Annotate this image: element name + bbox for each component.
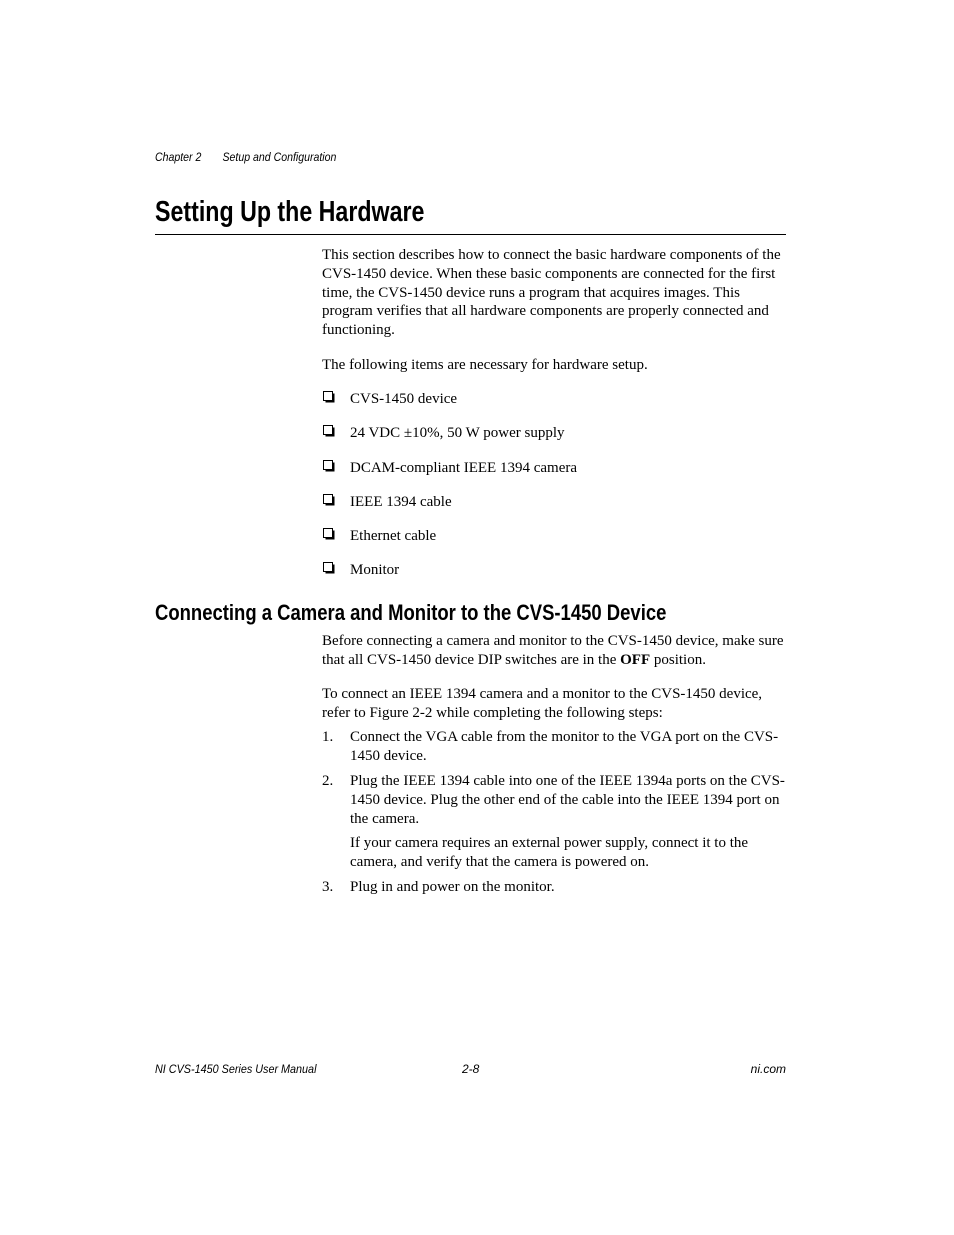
footer-manual-title: NI CVS-1450 Series User Manual xyxy=(155,1062,317,1076)
paragraph-text: Before connecting a camera and monitor to the CVS-1450 device, make sure that all CVS-1450 device DIP switches are in the xyxy=(322,633,784,668)
footer-website: ni.com xyxy=(750,1062,786,1076)
subsection-title: Connecting a Camera and Monitor to the CVS-1450 Device xyxy=(155,600,667,625)
checklist-item-label: CVS-1450 device xyxy=(350,391,458,407)
footer-page-number: 2-8 xyxy=(462,1062,480,1076)
off-keyword: OFF xyxy=(620,651,651,668)
running-header xyxy=(155,150,336,164)
checkbox-icon xyxy=(323,494,335,506)
paragraph-text: position. xyxy=(650,651,706,668)
step-number: 3. xyxy=(322,879,334,895)
checklist-item-label: DCAM-compliant IEEE 1394 camera xyxy=(350,460,578,476)
step-number: 2. xyxy=(322,773,334,789)
chapter-label: Chapter 2 xyxy=(155,150,202,164)
checkbox-icon xyxy=(323,562,335,574)
step-text: Plug in and power on the monitor. xyxy=(350,879,555,895)
step-text: Connect the VGA cable from the monitor to the VGA port on the CVS-1450 device. xyxy=(350,729,779,764)
step-number: 1. xyxy=(322,729,334,745)
checklist-item-label: IEEE 1394 cable xyxy=(350,494,452,510)
chapter-title: Setup and Configuration xyxy=(222,150,337,164)
checkbox-icon xyxy=(323,460,335,472)
checkbox-icon xyxy=(323,391,335,403)
checkbox-icon xyxy=(323,425,335,437)
intro-paragraph: This section describes how to connect the basic hardware components of the CVS-1450 device. When these basic components are connected for the first time, the CVS-1450 device runs a program that acquires images. This program verifies that all hardware components are properly connected and functioning. xyxy=(322,247,781,339)
items-intro-paragraph: The following items are necessary for hardware setup. xyxy=(322,357,648,373)
step-note-text: If your camera requires an external power supply, connect it to the camera, and verify that the camera is powered on. xyxy=(350,835,749,870)
page-title: Setting Up the Hardware xyxy=(155,196,425,228)
checklist-item-label: Ethernet cable xyxy=(350,528,437,544)
steps-intro-paragraph: To connect an IEEE 1394 camera and a monitor to the CVS-1450 device, refer to Figure 2-2 while completing the following steps: xyxy=(322,686,763,721)
checkbox-icon xyxy=(323,528,335,540)
title-rule xyxy=(155,234,786,235)
dip-switch-paragraph xyxy=(322,632,788,670)
checklist-item-label: 24 VDC ±10%, 50 W power supply xyxy=(350,425,565,441)
checklist-item-label: Monitor xyxy=(350,562,400,578)
step-text: Plug the IEEE 1394 cable into one of the IEEE 1394a ports on the CVS-1450 device. Plug the other end of the cable into the IEEE 1394 port on the camera. xyxy=(350,773,785,827)
